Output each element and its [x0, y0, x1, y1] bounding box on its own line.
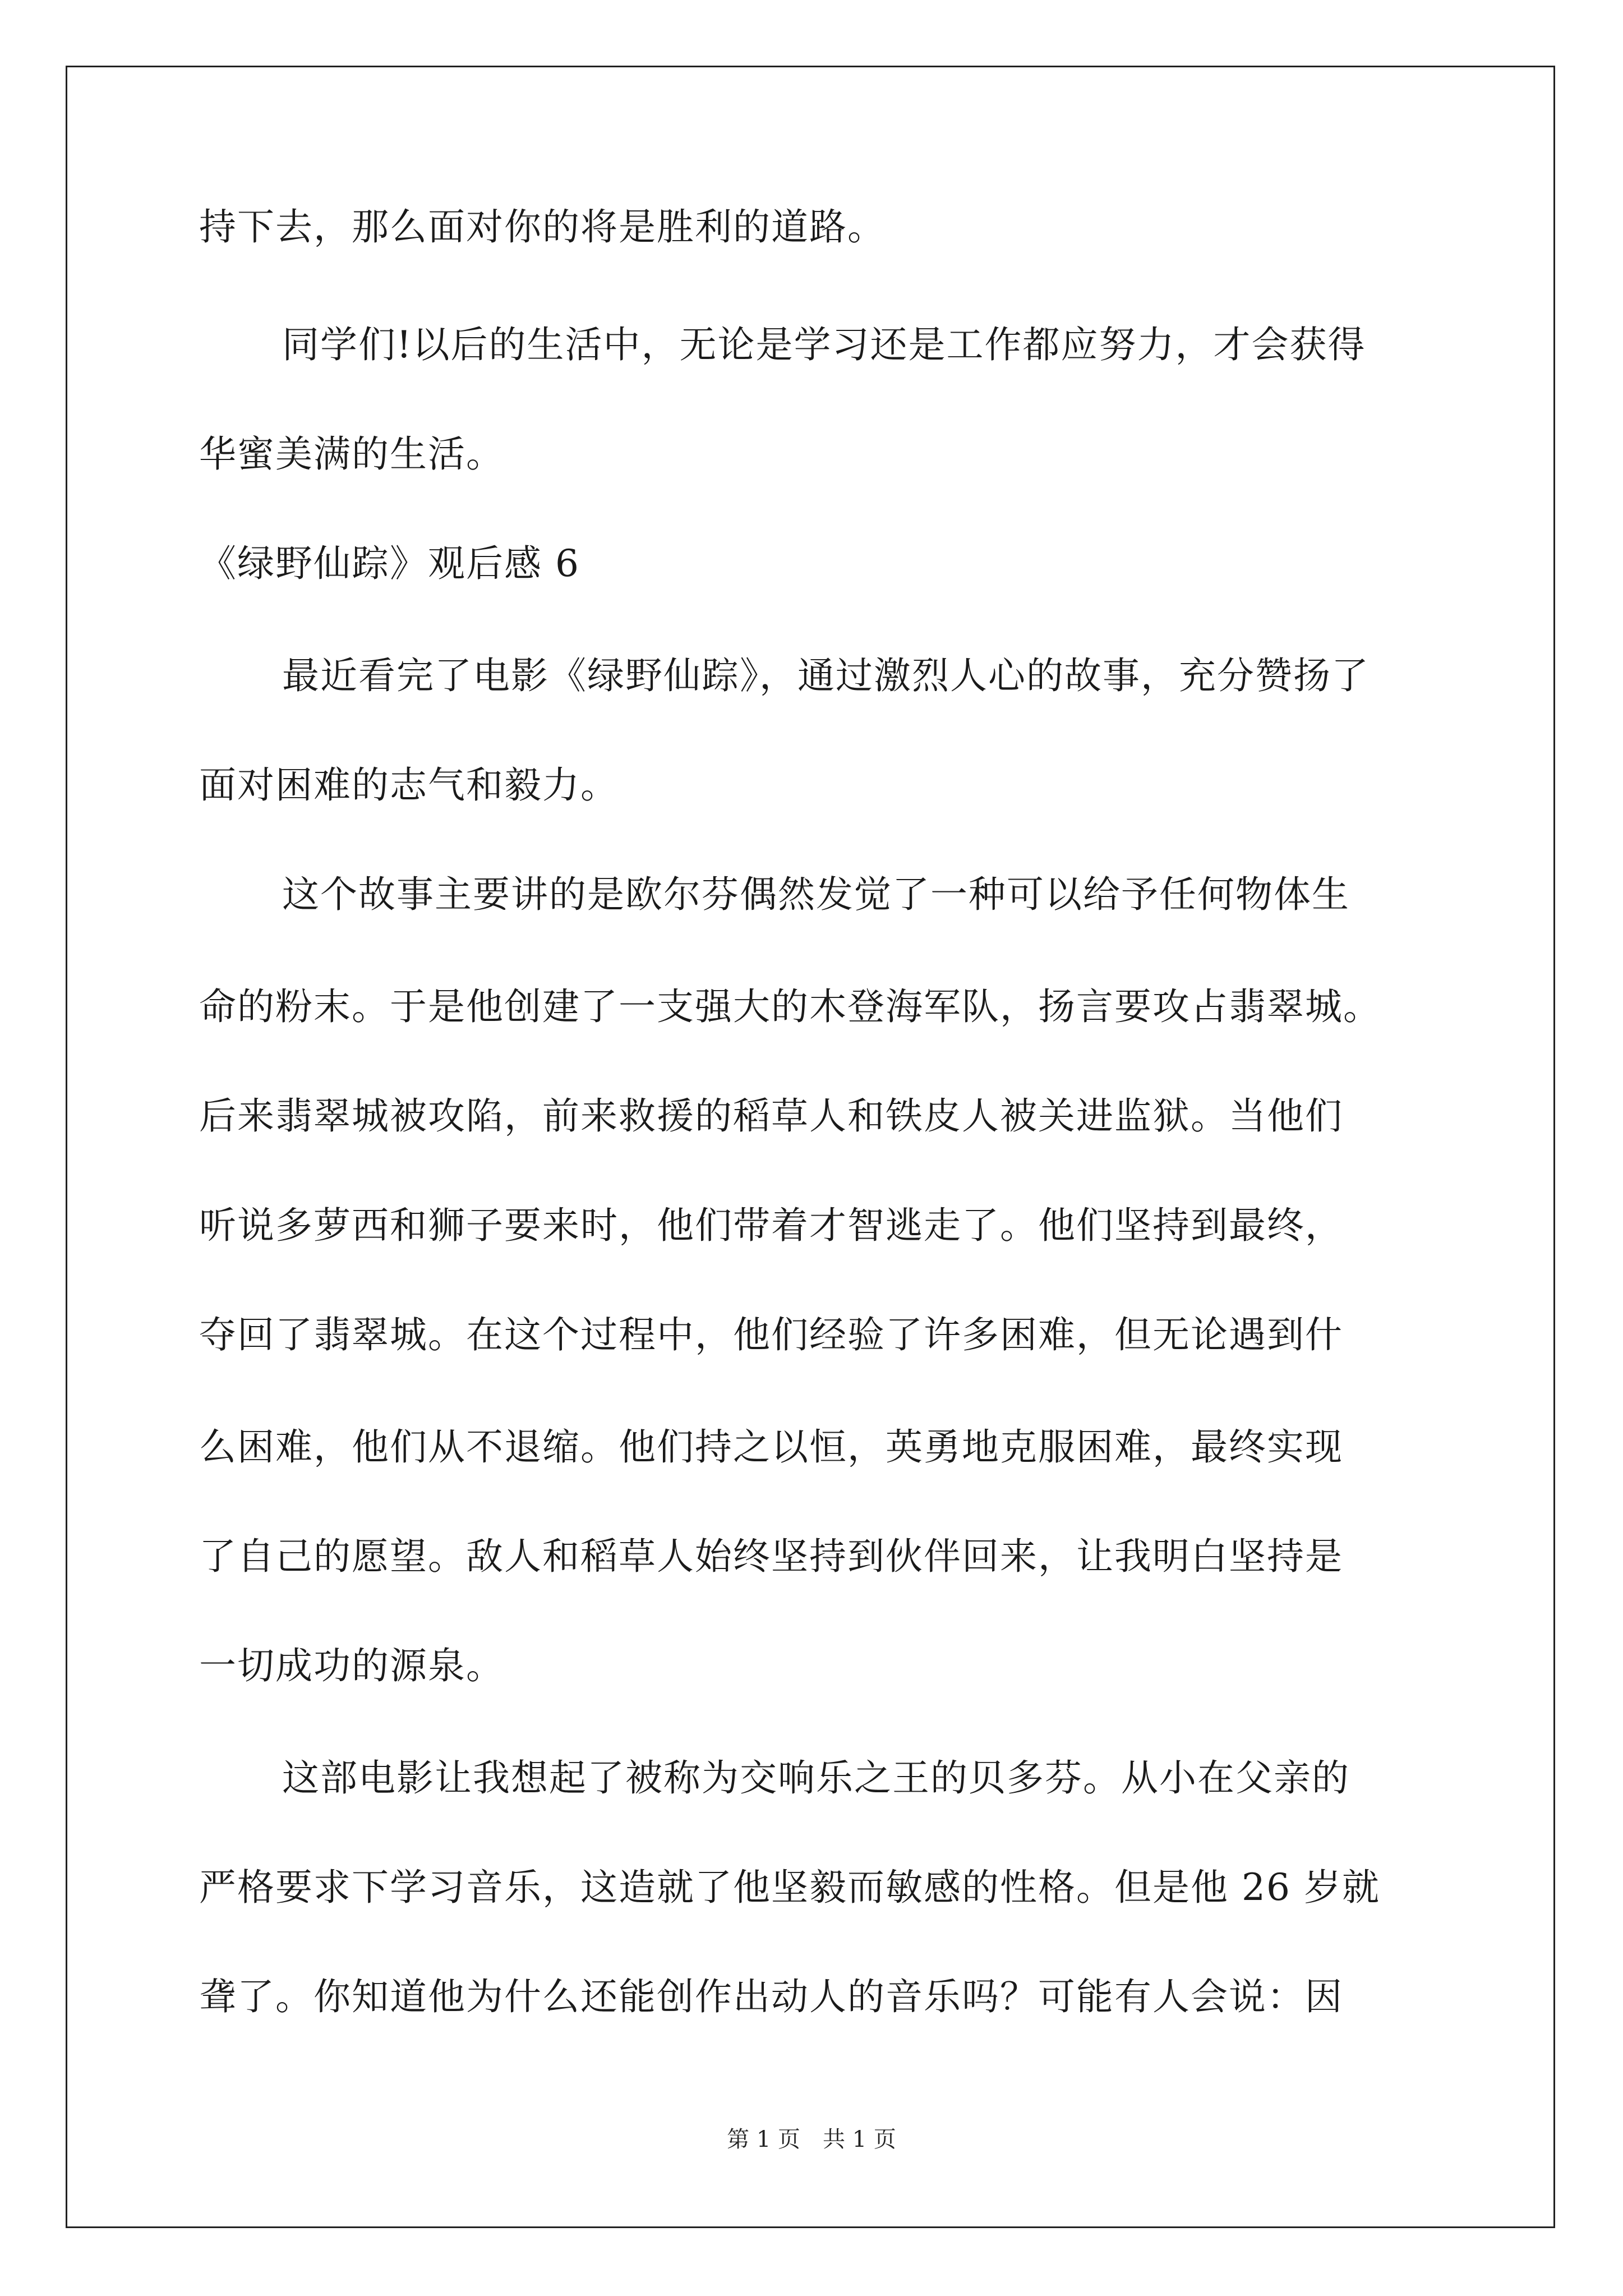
- text-line: 持下去，那么面对你的将是胜利的道路。: [199, 205, 886, 249]
- paragraph-first-line: 这个故事主要讲的是欧尔芬偶然发觉了一种可以给予任何物体生: [282, 873, 1350, 916]
- text-line: 华蜜美满的生活。: [199, 432, 504, 476]
- section-heading: 《绿野仙踪》观后感 6: [199, 542, 580, 585]
- text-line: 严格要求下学习音乐，这造就了他坚毅而敏感的性格。但是他 26 岁就: [199, 1866, 1380, 1909]
- page-footer: 第 1 页 共 1 页: [727, 2127, 896, 2152]
- text-line: 了自己的愿望。敌人和稻草人始终坚持到伙伴回来，让我明白坚持是: [199, 1535, 1343, 1578]
- text-line: 后来翡翠城被攻陷，前来救援的稻草人和铁皮人被关进监狱。当他们: [199, 1094, 1343, 1138]
- text-line: 听说多萝西和狮子要来时，他们带着才智逃走了。他们坚持到最终，: [199, 1204, 1343, 1247]
- text-line: 聋了。你知道他为什么还能创作出动人的音乐吗？可能有人会说：因: [199, 1975, 1343, 2018]
- text-line: 夺回了翡翠城。在这个过程中，他们经验了许多困难，但无论遇到什: [199, 1313, 1343, 1356]
- text-line: 面对困难的志气和毅力。: [199, 763, 619, 807]
- paragraph-first-line: 最近看完了电影《绿野仙踪》，通过激烈人心的故事，充分赞扬了: [282, 654, 1370, 697]
- text-line: 命的粉末。于是他创建了一支强大的木登海军队，扬言要攻占翡翠城。: [199, 985, 1381, 1028]
- paragraph-first-line: 这部电影让我想起了被称为交响乐之王的贝多芬。从小在父亲的: [282, 1756, 1350, 1800]
- text-line: 么困难，他们从不退缩。他们持之以恒，英勇地克服困难，最终实现: [199, 1425, 1343, 1469]
- paragraph-first-line: 同学们!以后的生活中，无论是学习还是工作都应努力，才会获得: [282, 323, 1366, 366]
- text-line: 一切成功的源泉。: [199, 1644, 504, 1687]
